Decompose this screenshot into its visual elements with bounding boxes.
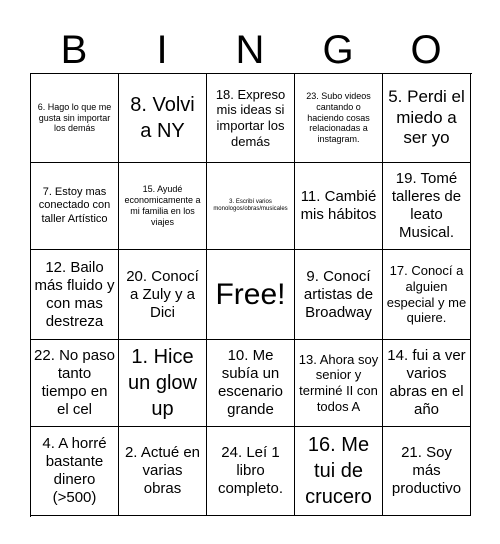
header-letter-n: N — [235, 28, 265, 72]
bingo-cell[interactable]: 3. Escribí varios monologos/obras/musicales — [207, 163, 295, 250]
bingo-cell[interactable]: 1. Hice un glow up — [119, 340, 207, 427]
bingo-cell[interactable]: 14. fui a ver varios abras en el año — [383, 340, 471, 427]
bingo-cell[interactable]: 23. Subo videos cantando o haciendo cosas relacionadas a instagram. — [295, 74, 383, 163]
bingo-grid — [30, 73, 472, 517]
bingo-cell[interactable]: 17. Conocí a alguien especial y me quiere. — [383, 250, 471, 340]
free-space[interactable]: Free! — [207, 250, 295, 340]
bingo-cell[interactable]: 4. A horré bastante dinero (>500) — [31, 427, 119, 516]
bingo-cell[interactable]: 20. Conocí a Zuly y a Dici — [119, 250, 207, 340]
header-letter-o: O — [410, 28, 442, 72]
header-letter-i: I — [156, 28, 168, 72]
bingo-cell[interactable]: 11. Cambié mis hábitos — [295, 163, 383, 250]
bingo-cell[interactable]: 16. Me tui de crucero — [295, 427, 383, 516]
bingo-cell[interactable]: 5. Perdi el miedo a ser yo — [383, 74, 471, 163]
bingo-cell[interactable]: 18. Expreso mis ideas si importar los demás — [207, 74, 295, 163]
bingo-cell[interactable]: 19. Tomé talleres de leato Musical. — [383, 163, 471, 250]
bingo-header — [30, 25, 470, 75]
bingo-cell[interactable]: 6. Hago lo que me gusta sin importar los demás — [31, 74, 119, 163]
header-letter-b: B — [60, 28, 88, 72]
bingo-cell[interactable]: 12. Bailo más fluido y con mas destreza — [31, 250, 119, 340]
bingo-cell[interactable]: 22. No paso tanto tiempo en el cel — [31, 340, 119, 427]
bingo-cell[interactable]: 9. Conocí artistas de Broadway — [295, 250, 383, 340]
bingo-cell[interactable]: 10. Me subía un escenario grande — [207, 340, 295, 427]
bingo-cell[interactable]: 15. Ayudé economicamente a mi familia en los viajes — [119, 163, 207, 250]
header-letter-g: G — [322, 28, 354, 72]
bingo-cell[interactable]: 2. Actué en varias obras — [119, 427, 207, 516]
bingo-cell[interactable]: 21. Soy más productivo — [383, 427, 471, 516]
bingo-cell[interactable]: 24. Leí 1 libro completo. — [207, 427, 295, 516]
bingo-cell[interactable]: 7. Estoy mas conectado con taller Artístico — [31, 163, 119, 250]
bingo-cell[interactable]: 13. Ahora soy senior y terminé II con todos A — [295, 340, 383, 427]
bingo-cell[interactable]: 8. Volvi a NY — [119, 74, 207, 163]
